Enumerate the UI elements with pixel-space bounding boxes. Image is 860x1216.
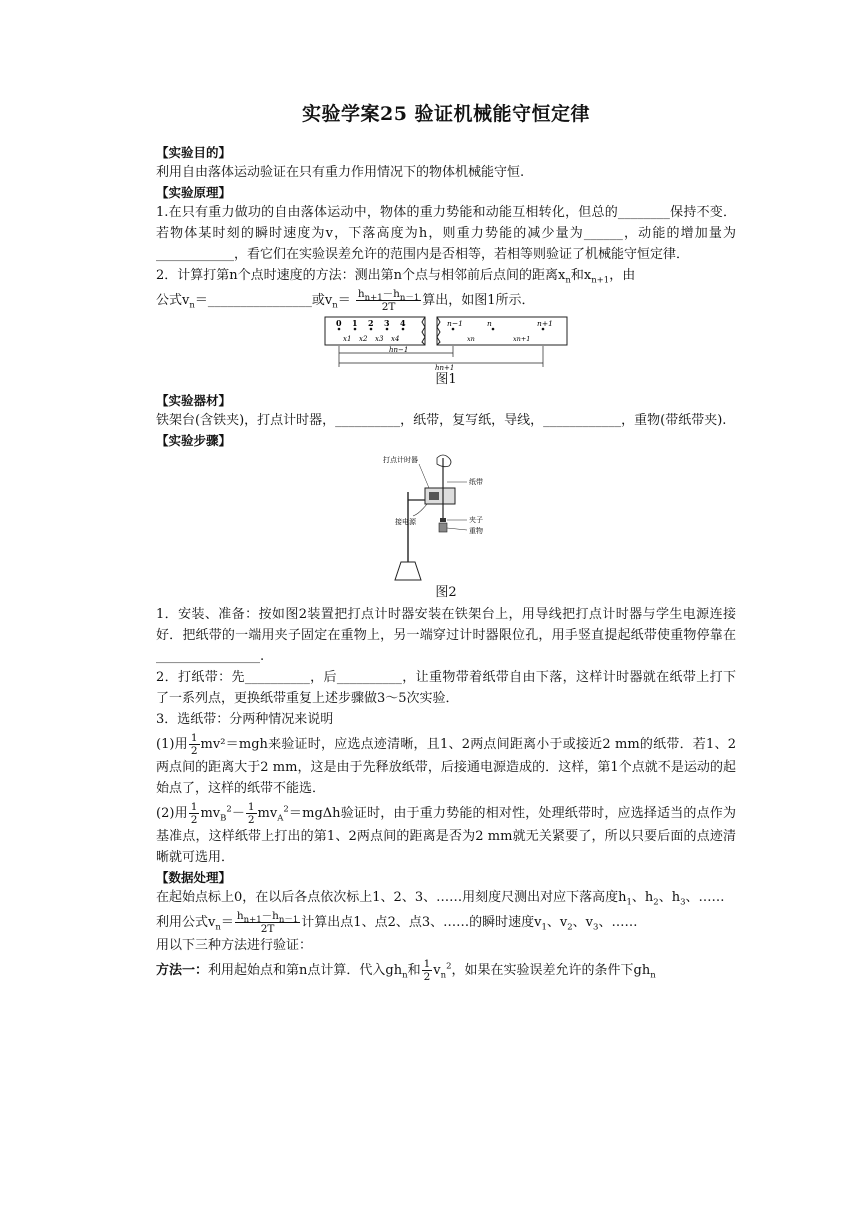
svg-text:打点计时器: 打点计时器 [383, 456, 418, 464]
tape-segment-label: xn+1 [513, 335, 531, 343]
tape-point-label: 1 [352, 318, 358, 328]
section-heading-principle: 【实验原理】 [156, 185, 232, 200]
svg-text:hn+1: hn+1 [435, 364, 455, 371]
section-heading-data: 【数据处理】 [156, 870, 232, 885]
tape-point-label: n−1 [447, 319, 463, 328]
figure-1-caption: 图1 [435, 372, 457, 387]
half-fraction: $\frac{1}{2}$ [190, 732, 198, 757]
step-3: 3．选纸带：分两种情况来说明 [156, 712, 334, 727]
document-page [156, 100, 736, 983]
section-heading-purpose: 【实验目的】 [156, 145, 232, 160]
tape-point-label: 4 [400, 318, 406, 328]
page-title: 实验学案25 验证机械能守恒定律 [301, 103, 591, 125]
section-heading-steps: 【实验步骤】 [156, 433, 232, 448]
tape-segment-label: x1 [343, 335, 352, 343]
equipment-text: 铁架台(含铁夹)，打点计时器，__________，纸带，复写纸，导线，____________，重物(带纸带夹). [156, 413, 727, 428]
paper-tape-diagram [321, 315, 571, 371]
svg-text:hn−1: hn−1 [389, 346, 409, 354]
tape-point-label: n+1 [537, 319, 553, 328]
tape-point-label: 0 [336, 318, 342, 328]
purpose-text: 利用自由落体运动验证在只有重力作用情况下的物体机械能守恒. [156, 165, 525, 180]
step-1: 1．安装、准备：按如图2装置把打点计时器安装在铁架台上，用导线把打点计时器与学生电源连接好．把纸带的一端用夹子固定在重物上，另一端穿过计时器限位孔，用手竖直提起纸带使重物停靠在________________. [156, 607, 736, 664]
svg-text:纸带: 纸带 [469, 478, 483, 486]
section-heading-equipment: 【实验器材】 [156, 393, 232, 408]
method-1: 方法一：利用起始点和第n点计算．代入$gh_n$和 $\frac{1}{2}$ $v_n^2$，如果在实验误差允许的条件下$gh_n$ [156, 958, 656, 983]
tape-segment-label: x2 [359, 335, 368, 343]
figure-2-caption: 图2 [435, 585, 457, 600]
step-2: 2．打纸带：先__________，后__________，让重物带着纸带自由下落，这样计时器就在纸带上打下了一系列点，更换纸带重复上述步骤做3～5次实验． [156, 670, 736, 706]
velocity-fraction: $\frac{h_{n+1}-h_{n-1}}{2T}$ [357, 288, 420, 313]
step-3b: (2)用 $\frac{1}{2}$ $mv_B^2-$ $\frac{1}{2}$ $mv_A^2=mg\Delta h$验证时，由于重力势能的相对性，处理纸带时，应选择适当的点作为基准点，这样纸带上打出的第1、2两点间的距离是否为2 mm就无关紧要了，所以只要后面的点迹清晰就可选用． [156, 801, 736, 865]
svg-text:接电源: 接电源 [395, 518, 416, 526]
apparatus-diagram [381, 452, 511, 584]
tape-point-label: 3 [384, 318, 390, 328]
tape-point-label: 2 [368, 318, 374, 328]
principle-paragraph-1: 1.在只有重力做功的自由落体运动中，物体的重力势能和动能互相转化，但总的________保持不变．若物体某时刻的瞬时速度为v，下落高度为h，则重力势能的减少量为______，动能的增加量为____________，看它们在实验误差允许的范围内是否相等，若相等则验证了机械能守恒定律． [156, 205, 736, 262]
svg-text:重物: 重物 [469, 527, 483, 535]
data-paragraph-1: 在起始点标上0，在以后各点依次标上1、2、3、……用刻度尺测出对应下落高度$h_1$、$h_2$、$h_3$、…… [156, 890, 725, 908]
tape-segment-label: xn [467, 335, 475, 343]
tape-segment-label: x3 [375, 335, 384, 343]
data-paragraph-2: 利用公式$v_n=$ $\frac{h_{n+1}-h_{n-1}}{2T}$ 计算出点1、点2、点3、……的瞬时速度$v_1$、$v_2$、$v_3$、…… [156, 910, 638, 935]
tape-point-label: n [487, 319, 492, 328]
step-3a: (1)用 $\frac{1}{2}$ mv²＝mgh来验证时，应选点迹清晰，且1、2两点间距离小于或接近2 mm的纸带．若1、2两点间的距离大于2 mm，这是由于先释放纸带，后接通电源造成的．这样，第1个点就不是运动的起始点了，这样的纸带不能选． [156, 732, 736, 796]
figure-2 [156, 452, 736, 602]
data-paragraph-3: 用以下三种方法进行验证： [156, 938, 313, 953]
principle-paragraph-2: 2．计算打第n个点时速度的方法：测出第n个点与相邻前后点间的距离$x_n$和$x_{n+1}$，由 [156, 268, 636, 286]
figure-1 [156, 315, 736, 389]
velocity-formula-line: 公式$v_n=\_\_\_\_\_\_\_\_\_\_\_\_\_\_\_\_$或$v_n=$ $\frac{h_{n+1}-h_{n-1}}{2T}$ 算出，如图1所示． [156, 288, 535, 313]
tape-segment-label: x4 [391, 335, 400, 343]
svg-text:夹子: 夹子 [469, 516, 483, 524]
